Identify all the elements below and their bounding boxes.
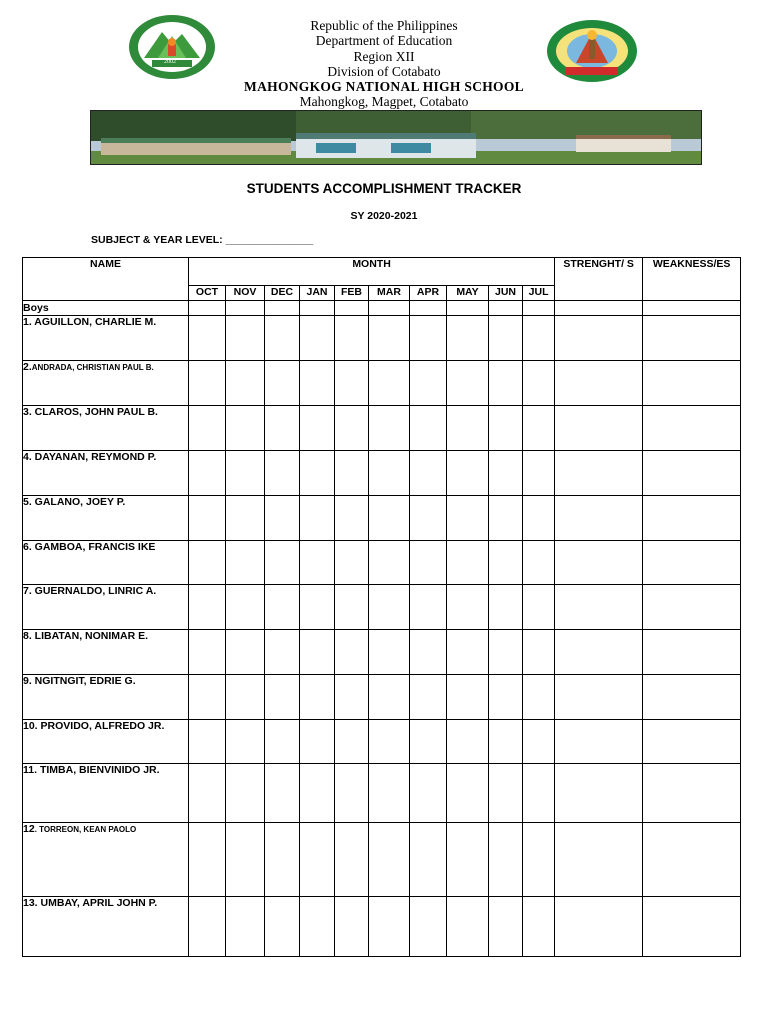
month-cell[interactable] <box>369 406 410 451</box>
month-cell[interactable] <box>265 585 300 630</box>
table-row <box>23 897 741 957</box>
month-cell[interactable] <box>335 541 369 585</box>
month-cell[interactable] <box>189 316 226 361</box>
month-cell[interactable] <box>523 406 555 451</box>
group-label: Boys <box>23 301 189 316</box>
strengths-cell[interactable] <box>555 720 643 764</box>
month-cell[interactable] <box>335 316 369 361</box>
month-cell[interactable] <box>189 823 226 897</box>
month-cell[interactable] <box>300 496 335 541</box>
month-cell[interactable] <box>410 406 447 451</box>
month-cell[interactable] <box>447 897 489 957</box>
month-cell[interactable] <box>265 764 300 823</box>
month-cell[interactable] <box>265 630 300 675</box>
month-cell[interactable] <box>226 630 265 675</box>
strengths-cell[interactable] <box>555 541 643 585</box>
month-cell[interactable] <box>300 823 335 897</box>
student-number: 13. <box>23 897 38 909</box>
school-address: Mahongkog, Magpet, Cotabato <box>299 94 469 110</box>
month-cell[interactable] <box>447 720 489 764</box>
month-header: JAN <box>300 286 335 301</box>
student-name: CLAROS, JOHN PAUL B. <box>31 406 158 418</box>
month-cell[interactable] <box>369 361 410 406</box>
month-cell[interactable] <box>489 316 523 361</box>
month-cell[interactable] <box>447 823 489 897</box>
weaknesses-cell[interactable] <box>643 451 741 496</box>
month-cell[interactable] <box>489 764 523 823</box>
month-cell[interactable] <box>523 585 555 630</box>
month-cell[interactable] <box>489 720 523 764</box>
table-row <box>23 585 741 630</box>
student-number: 11. <box>23 764 38 776</box>
group-row <box>23 301 741 316</box>
month-cell[interactable] <box>335 361 369 406</box>
table-row <box>23 451 741 496</box>
month-cell[interactable] <box>189 361 226 406</box>
month-cell[interactable] <box>335 496 369 541</box>
table-row <box>23 406 741 451</box>
month-cell[interactable] <box>189 675 226 720</box>
weaknesses-cell[interactable] <box>643 541 741 585</box>
table-row <box>23 675 741 720</box>
table-row <box>23 361 741 406</box>
month-cell[interactable] <box>189 585 226 630</box>
division-logo <box>546 19 638 83</box>
month-cell[interactable] <box>335 585 369 630</box>
month-cell[interactable] <box>189 720 226 764</box>
month-cell[interactable] <box>335 897 369 957</box>
table-row <box>23 541 741 585</box>
month-header: FEB <box>335 286 369 301</box>
month-cell[interactable] <box>410 720 447 764</box>
student-name: GALANO, JOEY P. <box>31 496 126 508</box>
month-cell[interactable] <box>369 897 410 957</box>
month-cell[interactable] <box>447 630 489 675</box>
month-cell[interactable] <box>489 496 523 541</box>
month-cell[interactable] <box>300 361 335 406</box>
month-cell[interactable] <box>523 451 555 496</box>
month-cell[interactable] <box>523 823 555 897</box>
student-name-cell <box>23 897 189 957</box>
month-cell[interactable] <box>226 823 265 897</box>
month-cell[interactable] <box>189 496 226 541</box>
month-cell[interactable] <box>265 897 300 957</box>
student-number: 4. <box>23 451 32 463</box>
month-cell[interactable] <box>335 764 369 823</box>
student-number: 9. <box>23 675 32 687</box>
student-name: GUERNALDO, LINRIC A. <box>31 585 157 597</box>
month-cell[interactable] <box>447 496 489 541</box>
month-cell[interactable] <box>489 541 523 585</box>
month-cell[interactable] <box>489 897 523 957</box>
month-cell[interactable] <box>410 361 447 406</box>
strengths-cell[interactable] <box>555 406 643 451</box>
month-cell[interactable] <box>410 630 447 675</box>
month-cell[interactable] <box>369 316 410 361</box>
month-cell[interactable] <box>369 720 410 764</box>
month-cell[interactable] <box>265 406 300 451</box>
school-banner-photo <box>90 110 702 165</box>
strengths-cell[interactable] <box>555 361 643 406</box>
header-month: MONTH <box>189 258 555 286</box>
school-logo-year: 2002 <box>164 59 176 65</box>
month-cell[interactable] <box>369 496 410 541</box>
month-cell[interactable] <box>369 451 410 496</box>
strengths-cell[interactable] <box>555 675 643 720</box>
student-number: 1. <box>23 316 32 328</box>
table-row <box>23 720 741 764</box>
month-cell[interactable] <box>447 406 489 451</box>
month-cell[interactable] <box>226 585 265 630</box>
document-title: STUDENTS ACCOMPLISHMENT TRACKER <box>246 181 522 196</box>
month-cell[interactable] <box>226 496 265 541</box>
student-name-cell <box>23 361 189 406</box>
header-department: Department of Education <box>315 33 453 49</box>
month-cell[interactable] <box>523 764 555 823</box>
month-cell[interactable] <box>489 451 523 496</box>
month-cell[interactable] <box>523 541 555 585</box>
student-name-cell <box>23 496 189 541</box>
weaknesses-cell[interactable] <box>643 316 741 361</box>
table-row <box>23 630 741 675</box>
month-cell[interactable] <box>410 316 447 361</box>
month-cell[interactable] <box>369 630 410 675</box>
month-cell[interactable] <box>300 585 335 630</box>
month-header: MAR <box>369 286 410 301</box>
month-cell[interactable] <box>265 541 300 585</box>
month-cell[interactable] <box>523 720 555 764</box>
weaknesses-cell[interactable] <box>643 823 741 897</box>
month-cell[interactable] <box>300 316 335 361</box>
student-number: 12 <box>23 823 35 835</box>
month-cell[interactable] <box>523 675 555 720</box>
month-cell[interactable] <box>265 720 300 764</box>
student-name-cell <box>23 585 189 630</box>
month-cell[interactable] <box>447 585 489 630</box>
month-cell[interactable] <box>226 541 265 585</box>
month-cell[interactable] <box>369 675 410 720</box>
month-header: DEC <box>265 286 300 301</box>
student-name: PROVIDO, ALFREDO JR. <box>37 720 165 732</box>
student-number: 2. <box>23 361 32 373</box>
student-name: TIMBA, BIENVINIDO JR. <box>37 764 160 776</box>
month-cell[interactable] <box>369 541 410 585</box>
month-cell[interactable] <box>226 361 265 406</box>
month-cell[interactable] <box>410 541 447 585</box>
month-cell[interactable] <box>189 406 226 451</box>
weaknesses-cell[interactable] <box>643 585 741 630</box>
month-cell[interactable] <box>226 406 265 451</box>
month-cell[interactable] <box>410 451 447 496</box>
month-cell[interactable] <box>489 630 523 675</box>
student-name-cell <box>23 630 189 675</box>
month-cell[interactable] <box>447 675 489 720</box>
month-cell[interactable] <box>226 451 265 496</box>
weaknesses-cell[interactable] <box>643 675 741 720</box>
month-cell[interactable] <box>369 823 410 897</box>
header-strengths: STRENGHT/ S <box>555 258 643 301</box>
student-number: 3. <box>23 406 32 418</box>
month-cell[interactable] <box>265 823 300 897</box>
weaknesses-cell[interactable] <box>643 496 741 541</box>
month-cell[interactable] <box>300 541 335 585</box>
month-cell[interactable] <box>447 451 489 496</box>
student-number: 8. <box>23 630 32 642</box>
student-name-cell <box>23 764 189 823</box>
student-name: UMBAY, APRIL JOHN P. <box>37 897 158 909</box>
month-cell[interactable] <box>489 823 523 897</box>
month-cell[interactable] <box>300 897 335 957</box>
month-cell[interactable] <box>369 585 410 630</box>
student-number: 7. <box>23 585 32 597</box>
month-cell[interactable] <box>300 720 335 764</box>
month-cell[interactable] <box>447 361 489 406</box>
strengths-cell[interactable] <box>555 897 643 957</box>
month-cell[interactable] <box>226 675 265 720</box>
month-cell[interactable] <box>335 720 369 764</box>
month-cell[interactable] <box>447 541 489 585</box>
month-cell[interactable] <box>523 316 555 361</box>
student-name-cell <box>23 406 189 451</box>
header-weaknesses: WEAKNESS/ES <box>643 258 741 301</box>
student-number: 6. <box>23 541 32 553</box>
table-row <box>23 316 741 361</box>
month-cell[interactable] <box>300 764 335 823</box>
student-name: DAYANAN, REYMOND P. <box>31 451 157 463</box>
month-cell[interactable] <box>189 451 226 496</box>
strengths-cell[interactable] <box>555 496 643 541</box>
student-name: GAMBOA, FRANCIS IKE <box>31 541 156 553</box>
month-cell[interactable] <box>265 361 300 406</box>
month-cell[interactable] <box>226 764 265 823</box>
month-cell[interactable] <box>265 451 300 496</box>
month-cell[interactable] <box>226 720 265 764</box>
student-name-cell <box>23 316 189 361</box>
month-cell[interactable] <box>189 897 226 957</box>
month-cell[interactable] <box>265 675 300 720</box>
month-cell[interactable] <box>189 541 226 585</box>
student-name-cell <box>23 720 189 764</box>
month-header: NOV <box>226 286 265 301</box>
month-cell[interactable] <box>489 675 523 720</box>
school-year: SY 2020-2021 <box>350 210 418 222</box>
month-cell[interactable] <box>447 764 489 823</box>
month-cell[interactable] <box>300 675 335 720</box>
month-header: JUN <box>489 286 523 301</box>
month-cell[interactable] <box>523 496 555 541</box>
table-row <box>23 764 741 823</box>
student-name: NGITNGIT, EDRIE G. <box>31 675 136 687</box>
header-division: Division of Cotabato <box>327 63 441 79</box>
month-header: OCT <box>189 286 226 301</box>
header-region: Region XII <box>353 48 415 64</box>
month-cell[interactable] <box>335 406 369 451</box>
month-cell[interactable] <box>489 585 523 630</box>
subject-year-level-field: SUBJECT & YEAR LEVEL: _______________ <box>91 234 314 246</box>
month-cell[interactable] <box>300 451 335 496</box>
strengths-cell[interactable] <box>555 451 643 496</box>
month-cell[interactable] <box>489 361 523 406</box>
table-row <box>23 496 741 541</box>
accomplishment-table <box>22 257 741 957</box>
month-cell[interactable] <box>335 451 369 496</box>
strengths-cell[interactable] <box>555 764 643 823</box>
header-block <box>230 18 538 110</box>
month-cell[interactable] <box>189 764 226 823</box>
month-cell[interactable] <box>335 823 369 897</box>
school-logo <box>128 14 216 80</box>
month-cell[interactable] <box>226 897 265 957</box>
student-number: 5. <box>23 496 32 508</box>
student-name: LIBATAN, NONIMAR E. <box>31 630 149 642</box>
student-name-cell <box>23 823 189 897</box>
month-cell[interactable] <box>410 585 447 630</box>
header-republic: Republic of the Philippines <box>310 18 458 33</box>
month-cell[interactable] <box>265 316 300 361</box>
month-cell[interactable] <box>410 496 447 541</box>
month-cell[interactable] <box>189 630 226 675</box>
weaknesses-cell[interactable] <box>643 897 741 957</box>
student-number: 10. <box>23 720 38 732</box>
month-cell[interactable] <box>265 496 300 541</box>
strengths-cell[interactable] <box>555 630 643 675</box>
month-cell[interactable] <box>489 406 523 451</box>
month-header: JUL <box>523 286 555 301</box>
month-header: MAY <box>447 286 489 301</box>
weaknesses-cell[interactable] <box>643 361 741 406</box>
student-name: . TORREON, KEAN PAOLO <box>34 825 137 834</box>
student-name-cell <box>23 541 189 585</box>
month-cell[interactable] <box>410 823 447 897</box>
month-cell[interactable] <box>523 630 555 675</box>
student-name: ANDRADA, CHRISTIAN PAUL B. <box>31 363 154 372</box>
month-cell[interactable] <box>335 675 369 720</box>
school-name: MAHONGKOG NATIONAL HIGH SCHOOL <box>244 79 524 95</box>
weaknesses-cell[interactable] <box>643 406 741 451</box>
month-cell[interactable] <box>410 675 447 720</box>
month-cell[interactable] <box>300 630 335 675</box>
month-cell[interactable] <box>447 316 489 361</box>
header-name: NAME <box>23 258 189 301</box>
weaknesses-cell[interactable] <box>643 764 741 823</box>
month-cell[interactable] <box>410 897 447 957</box>
month-cell[interactable] <box>226 316 265 361</box>
month-cell[interactable] <box>410 764 447 823</box>
month-cell[interactable] <box>523 361 555 406</box>
weaknesses-cell[interactable] <box>643 720 741 764</box>
month-cell[interactable] <box>335 630 369 675</box>
month-cell[interactable] <box>300 406 335 451</box>
strengths-cell[interactable] <box>555 585 643 630</box>
strengths-cell[interactable] <box>555 823 643 897</box>
month-cell[interactable] <box>523 897 555 957</box>
student-name-cell <box>23 675 189 720</box>
student-name-cell <box>23 451 189 496</box>
month-cell[interactable] <box>369 764 410 823</box>
table-row <box>23 823 741 897</box>
student-name: AGUILLON, CHARLIE M. <box>31 316 157 328</box>
weaknesses-cell[interactable] <box>643 630 741 675</box>
month-header: APR <box>410 286 447 301</box>
strengths-cell[interactable] <box>555 316 643 361</box>
